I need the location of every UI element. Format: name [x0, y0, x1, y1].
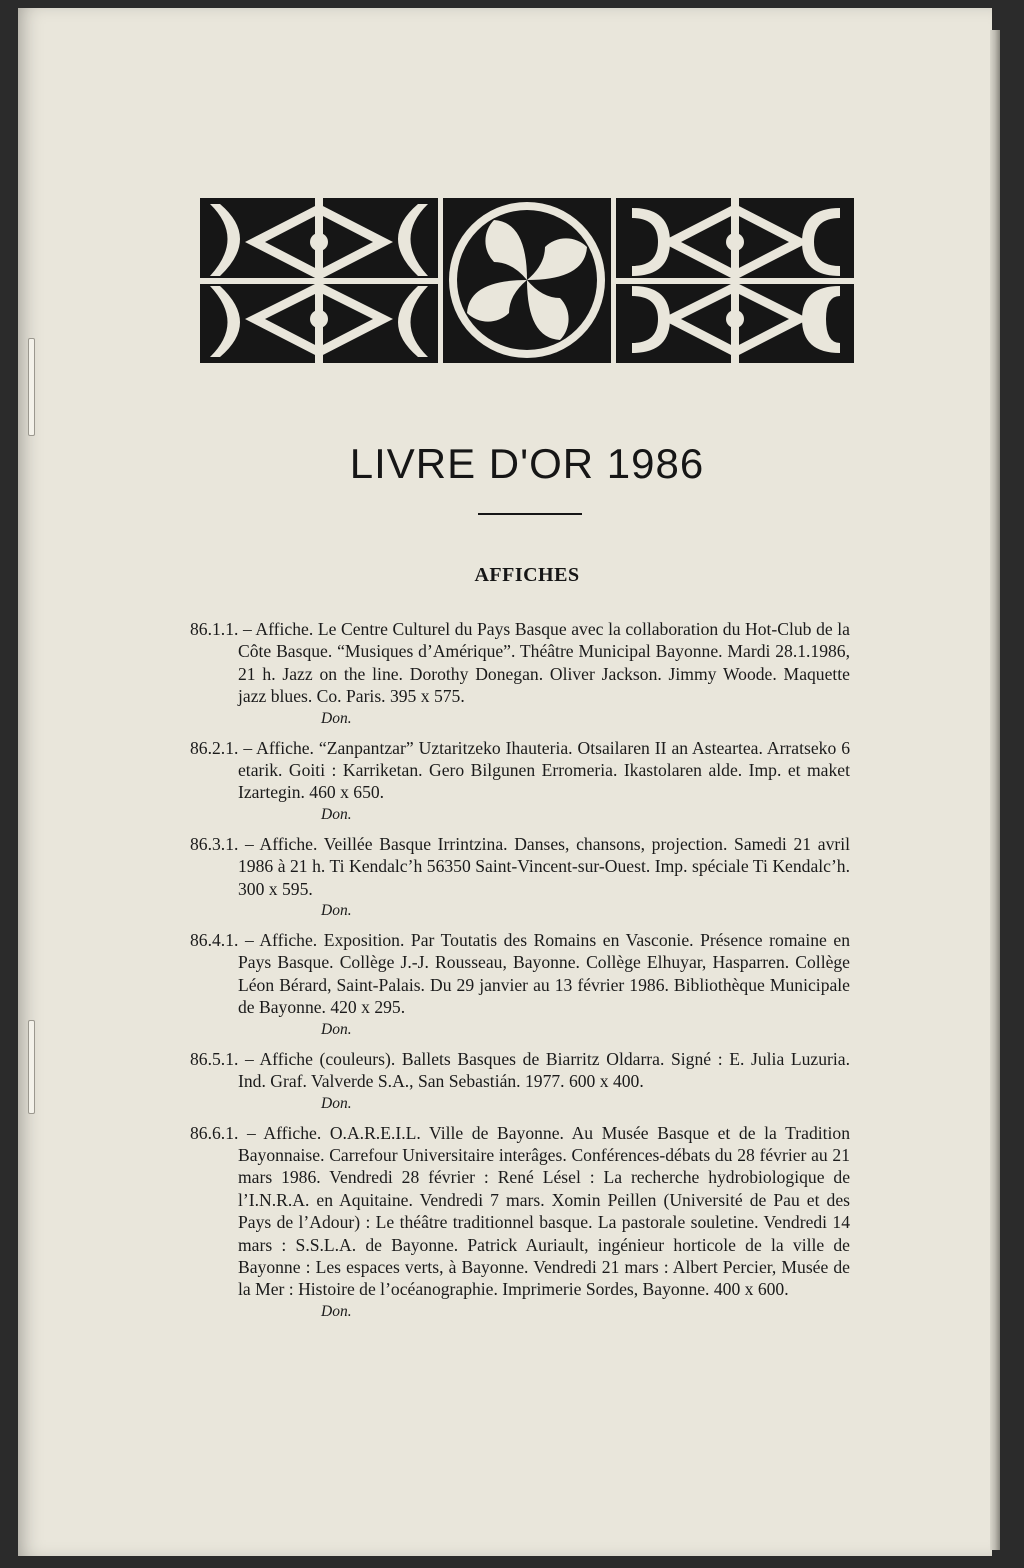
entry-donation-note: Don. [321, 1302, 352, 1320]
catalog-entry [190, 1048, 850, 1114]
entry-donation-note: Don. [321, 709, 352, 727]
basque-lauburu-ornament-icon [200, 198, 854, 363]
catalog-entry [190, 737, 850, 825]
entry-text: 86.1.1. – Affiche. Le Centre Culturel du Pays Basque avec la collaboration du Hot-Club de la Côte Basque. “Musiques d’Amérique”. Théâtre Municipal Bayonne. Mardi 28.1.1986, 21 h. Jazz on the line. Dorothy Donegan. Oliver Jackson. Jimmy Woode. Maquette jazz blues. Co. Paris. 395 x 575. [190, 619, 850, 707]
lauburu-center [449, 202, 605, 358]
catalog-entry [190, 929, 850, 1040]
catalog-entry [190, 618, 850, 729]
page-title: LIVRE D'OR 1986 [349, 440, 705, 487]
entry-list [190, 618, 850, 1330]
entry-text: 86.3.1. – Affiche. Veillée Basque Irrintzina. Danses, chansons, projection. Samedi 21 avril 1986 à 21 h. Ti Kendalc’h 56350 Saint-Vincent-sur-Ouest. Imp. spéciale Ti Kendalc’h. 300 x 595. [190, 833, 850, 899]
entry-text: 86.6.1. – Affiche. O.A.R.E.I.L. Ville de Bayonne. Au Musée Basque et de la Tradition Bayonnaise. Carrefour Universitaire interâges. Conférences-débats du 28 février au 21 mars 1986. Vendredi 28 février : René Lésel : La recherche hydrobiologique de l’I.N.R.A. en Aquitaine. Vendredi 7 mars. Xomin Peillen (Université de Pau et des Pays de l’Adour) : Le théâtre traditionnel basque. La pastorale souletine. Vendredi 14 mars : S.S.L.A. de Bayonne. Patrick Auriault, ingénieur horticole de la ville de Bayonne : Les espaces verts, à Bayonne. Vendredi 21 mars : Albert Percier, Musée de la Mer : Histoire de l’océanographie. Imprimerie Sordes, Bayonne. 400 x 600. [190, 1122, 850, 1300]
entry-donation-note: Don. [321, 1094, 352, 1112]
entry-donation-note: Don. [321, 805, 352, 823]
entry-text: 86.2.1. – Affiche. “Zanpantzar” Uztaritzeko Ihauteria. Otsailaren II an Asteartea. Arratseko 6 etarik. Goiti : Karriketan. Gero Bilgunen Erromeria. Ikastolaren alde. Imp. et maket Izartegin. 460 x 650. [190, 737, 850, 803]
section-heading: AFFICHES [474, 564, 580, 586]
title-underline [478, 513, 582, 515]
catalog-entry [190, 1122, 850, 1322]
entry-text: 86.4.1. – Affiche. Exposition. Par Toutatis des Romains en Vasconie. Présence romaine en Pays Basque. Collège J.-J. Rousseau, Bayonne. Collège Elhuyar, Hasparren. Collège Léon Bérard, Saint-Palais. Du 29 janvier au 13 février 1986. Bibliothèque Municipale de Bayonne. 420 x 295. [190, 930, 850, 1018]
entry-text: 86.5.1. – Affiche (couleurs). Ballets Basques de Biarritz Oldarra. Signé : E. Julia Luzuria. Ind. Graf. Valverde S.A., San Sebastián. 1977. 600 x 400. [190, 1048, 850, 1092]
catalog-entry [190, 833, 850, 921]
entry-donation-note: Don. [321, 1020, 352, 1038]
page-edge [990, 30, 1000, 1550]
staple-top [28, 338, 35, 436]
staple-bottom [28, 1020, 35, 1114]
entry-donation-note: Don. [321, 902, 352, 920]
